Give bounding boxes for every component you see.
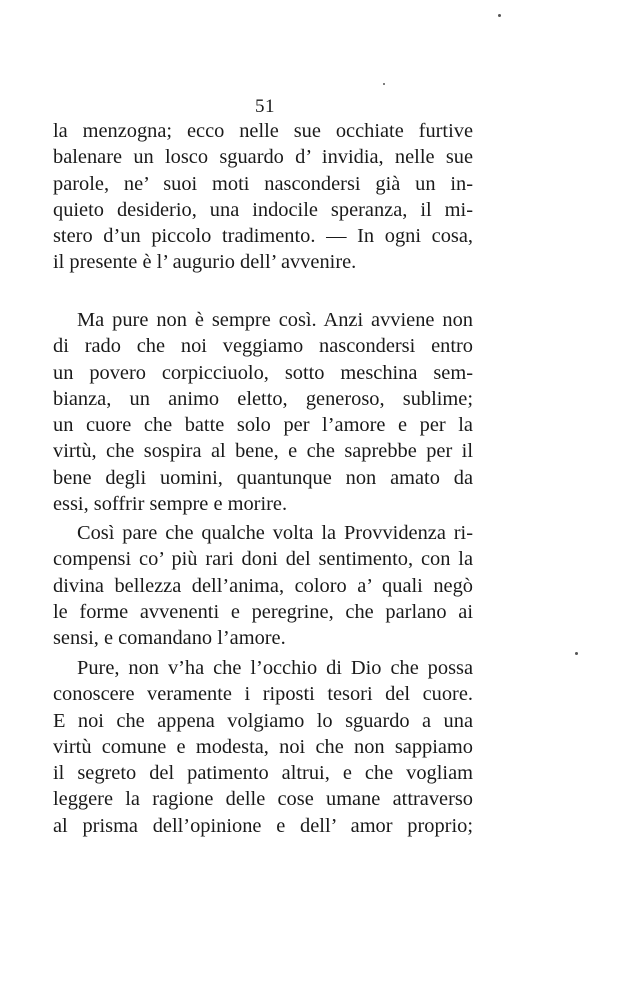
text-line: stero d’un piccolo tradimento. — In ogni cosa, <box>53 225 473 248</box>
paper-speck <box>383 83 385 85</box>
text-line: al prisma dell’opinione e dell’ amor proprio; <box>53 814 473 837</box>
paper-speck <box>498 14 501 17</box>
text-line: Pure, non v’ha che l’occhio di Dio che possa <box>77 657 473 679</box>
text-line: virtù comune e modesta, noi che non sappiamo <box>53 735 473 758</box>
text-line: parole, ne’ suoi moti nascondersi già un in- <box>53 172 473 195</box>
paragraph-3 <box>53 520 473 651</box>
text-line: Ma pure non è sempre così. Anzi avviene non <box>77 309 473 331</box>
text-line: le forme avvenenti e peregrine, che parlano ai <box>53 600 473 623</box>
text-line: bene degli uomini, quantunque non amato da <box>53 466 473 489</box>
paragraph-2 <box>53 307 473 517</box>
text-line: compensi co’ più rari doni del sentimento, con la <box>53 548 473 571</box>
paragraph-1 <box>53 118 473 276</box>
text-line: conoscere veramente i riposti tesori del cuore. <box>53 683 473 706</box>
text-line: Così pare che qualche volta la Provvidenza ri- <box>77 522 473 544</box>
text-line: leggere la ragione delle cose umane attraverso <box>53 788 473 811</box>
text-line: un cuore che batte solo per l’amore e per la <box>53 414 473 437</box>
paper-speck <box>575 652 578 655</box>
text-line: sensi, e comandano l’amore. <box>53 627 286 650</box>
text-line: divina bellezza dell’anima, coloro a’ quali negò <box>53 574 473 597</box>
text-line: E noi che appena volgiamo lo sguardo a una <box>53 709 473 732</box>
paragraph-4 <box>53 655 473 839</box>
page-number: 51 <box>255 96 275 117</box>
text-line: il segreto del patimento altrui, e che vogliam <box>53 762 473 785</box>
text-line: essi, soffrir sempre e morire. <box>53 493 288 516</box>
text-line: virtù, che sospira al bene, e che saprebbe per il <box>53 440 473 463</box>
text-line: il presente è l’ augurio dell’ avvenire. <box>53 251 357 274</box>
text-line: un povero corpicciuolo, sotto meschina sem- <box>53 361 473 384</box>
text-line: la menzogna; ecco nelle sue occhiate furtive <box>53 120 473 142</box>
text-line: di rado che noi veggiamo nascondersi entro <box>53 335 473 358</box>
text-line: balenare un losco sguardo d’ invidia, nelle sue <box>53 146 473 169</box>
text-line: bianza, un animo eletto, generoso, sublime; <box>53 387 473 410</box>
text-line: quieto desiderio, una indocile speranza, il mi- <box>53 198 473 221</box>
